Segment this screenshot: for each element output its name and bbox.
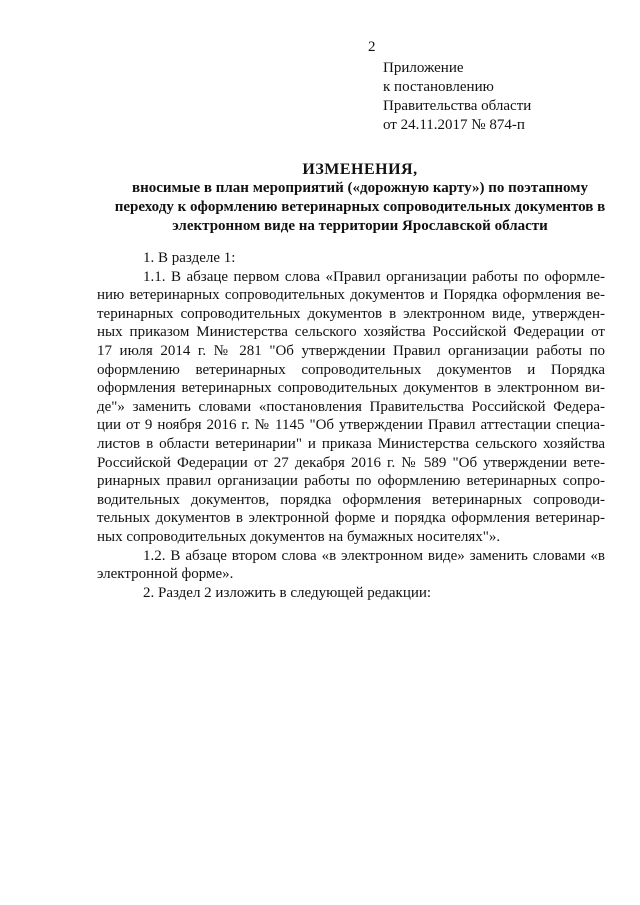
appendix-block xyxy=(383,59,531,135)
heading-line: электронном виде на территории Ярославской области xyxy=(172,218,548,234)
text-line: 1.2. В абзаце втором слова «в электронном виде» заменить словами «в xyxy=(143,547,605,564)
text-line: 1.1. В абзаце первом слова «Правил организации работы по оформле- xyxy=(143,268,605,285)
document-heading xyxy=(90,160,630,236)
text-line: ных сопроводительных документов на бумажных носителях"». xyxy=(97,528,501,545)
text-line: листов в области ветеринарии" и приказа Министерства сельского хозяйства xyxy=(97,435,605,452)
paragraph-1-2 xyxy=(97,547,605,584)
text-line: оформлению ветеринарных сопроводительных документов и Порядка xyxy=(97,361,605,378)
text-line: Российской Федерации от 27 декабря 2016 г. № 589 "Об утверждении вете- xyxy=(97,454,605,471)
paragraph-1-1 xyxy=(97,268,605,547)
text-line: ринарных правил организации работы по оформлению ветеринарных сопро- xyxy=(97,473,605,490)
heading-line: переходу к оформлению ветеринарных сопроводительных документов в xyxy=(114,199,606,215)
text-line: нию ветеринарных сопроводительных документов и Порядка оформления ве- xyxy=(97,287,605,304)
paragraph-section-1: 1. В разделе 1: xyxy=(143,250,236,266)
heading-line: вносимые в план мероприятий («дорожную карту») по поэтапному xyxy=(132,180,588,196)
heading-title: ИЗМЕНЕНИЯ, xyxy=(302,161,418,178)
text-line: оформления ветеринарных сопроводительных документов в электронном ви- xyxy=(97,380,605,397)
text-line: де"» заменить словами «постановления Правительства Российской Федера- xyxy=(97,398,605,415)
page-number: 2 xyxy=(368,39,376,55)
document-body xyxy=(97,249,605,602)
appendix-line: от 24.11.2017 № 874-п xyxy=(383,117,525,133)
text-line: теринарных сопроводительных документов в электронном виде, утвержден- xyxy=(97,305,605,322)
text-line: 17 июля 2014 г. № 281 "Об утверждении Правил организации работы по xyxy=(97,342,605,359)
appendix-line: к постановлению xyxy=(383,79,494,95)
appendix-line: Правительства области xyxy=(383,98,532,114)
paragraph-section-2: 2. Раздел 2 изложить в следующей редакции: xyxy=(143,584,432,601)
text-line: электронной форме». xyxy=(97,566,234,583)
text-line: ции от 9 ноября 2016 г. № 1145 "Об утверждении Правил аттестации специа- xyxy=(97,417,605,434)
text-line: ных приказом Министерства сельского хозяйства Российской Федерации от xyxy=(97,324,605,341)
text-line: тельных документов в электронной форме и порядка оформления ветеринар- xyxy=(97,510,605,527)
text-line: водительных документов, порядка оформления ветеринарных сопроводи- xyxy=(97,491,605,508)
appendix-line: Приложение xyxy=(383,60,464,76)
